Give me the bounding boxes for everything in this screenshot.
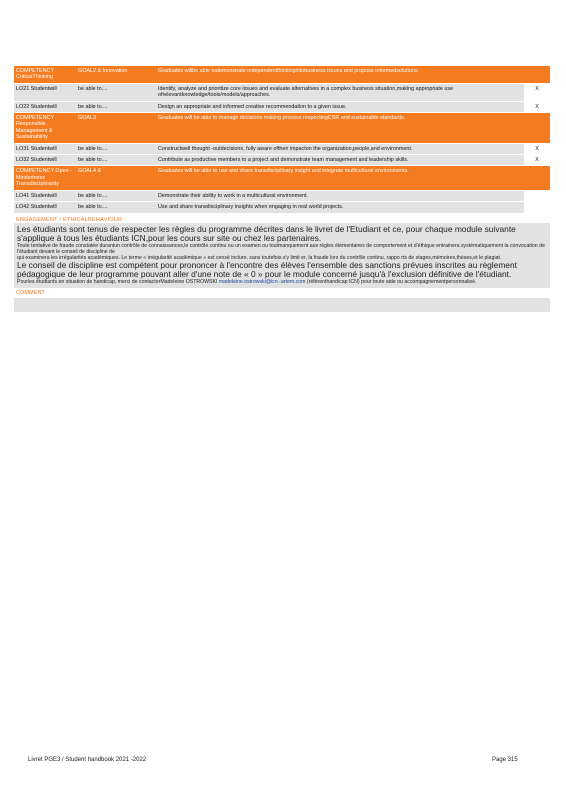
row-goal-cell: GOAL2 & Innovation [78,68,128,74]
row-goal-cell: be able to.... [78,204,108,211]
footer-page-number: Page 315 [492,757,518,763]
engagement-paragraph-1: Les étudiants sont tenus de respecter les règles du programme décrites dans le livret de l'Etudiant et ce, pour chaque module suivante s'applique à tous les étudiants ICN,pour les cours sur site ou chez les partenaires. [17,223,516,243]
handicap-text-end: (référenthandicap ICN) pour toute aide ou accompagnementpersonnalisé. [306,279,477,286]
learning-outcome-row [14,155,550,166]
engagement-body [14,223,550,289]
row-code-cell: LO22 Studentwill [16,103,57,110]
engagement-section [14,215,550,289]
row-description-cell: Contribute as productive members to a project and demonstrate team management and leadership skills. [158,157,409,164]
competency-goal-row [14,113,550,144]
row-code-cell: COMPETENCY Open -Mindedness Transdisciplinarity [16,168,72,188]
row-description-cell: Graduates will be able to use and share transdisciplinary insight and integrate multicultural environments. [158,168,409,175]
row-goal-cell: be able to.... [78,103,108,110]
row-mark-cell [524,202,550,212]
row-mark-cell [524,113,550,143]
row-goal-cell: be able to.... [78,192,108,199]
row-goal-cell: be able to.... [78,157,108,164]
learning-outcomes-table [14,66,550,312]
row-description-cell: Use and share transdisciplinary insights when engaging in real world projects. [158,204,344,211]
row-description-cell: Constructwell thought -outdecisions, fully aware oftheir impacton the organization,people,and environment. [158,145,413,152]
contact-email-link[interactable]: madeleine.ostrowski@icn -artem.com [218,279,306,286]
row-code-cell: LO32 Studentwill [16,157,57,164]
engagement-paragraph-4: Le conseil de discipline est compétent pour prononcer à l'encontre des élèves l'ensemble des sanctions prévues inscrites au règlement pédagogique de leur programme pouvant aller d'une note de « 0 » pour le module concerné jusqu'à l'exclusion définitive de l'étudiant. [17,260,517,280]
row-goal-cell: GOAL3 [78,115,96,122]
competency-goal-row [14,166,550,190]
row-description-cell: Design an appropriate and informed creative recommendation to a given issue. [158,103,347,110]
row-mark-cell [524,166,550,189]
row-description-cell: Identify, analyze and prioritize core issues and evaluate alternatives in a complex business situation,making appropriate use ofrelevantknowledge/tools/models/approaches. [158,85,454,99]
comment-section [14,288,550,312]
learning-outcome-row [14,102,550,113]
comment-title: COMMENT [14,288,550,298]
handicap-text: Pourles étudiants en situation de handicap, merci de contacterMadeleine OSTROWSKI [17,279,218,286]
row-code-cell: LO21 Studentwill [16,85,57,92]
row-mark-cell: X [524,144,550,154]
engagement-title: ENGAGEMENT / ETHICALBEHAVIOUR [16,216,123,223]
learning-outcome-row [14,84,550,102]
competency-goal-row [14,66,550,84]
row-code-cell: COMPETENCY Responsible Management & Sustainability [16,115,54,141]
row-goal-cell: GOAL4 & [78,168,102,175]
engagement-paragraph-2: Toute tentative de fraude constatée durantun contrôle de connaissances,le contrôle continu ou un examen ou toutmanquement aux règles élémentaires de comportement et d'éthique entrainera systématiquement la convocation de l'étudiant devant le conseil de discipline de [17,242,545,255]
row-description-cell: Demonstrate their ability to work in a multicultural environment. [158,192,309,199]
row-description-cell: Graduates willbe able todemonstrate independentthinkingintobusiness issues and propose informedsolutions. [158,68,420,74]
row-mark-cell [524,66,550,83]
learning-outcome-row [14,191,550,202]
row-mark-cell: X [524,84,550,101]
comment-box [14,298,550,312]
footer-left: Livret PGE3 / Student handbook 2021 -2022 [28,757,147,763]
table-rows [14,66,550,214]
engagement-paragraph-3: qui examinera les irrégularités académiques. Le terme « irrégularité académique » est censé inclure, sans toutefois s'y limit er, la fraude lors du contrôle continu, rappo rts de stages,mémoires,thèses,et le plagiat. [17,254,502,261]
learning-outcome-row [14,202,550,213]
row-goal-cell: be able to.... [78,145,108,152]
row-code-cell: LO31 Studentwill [16,145,57,152]
row-description-cell: Graduates will be able to manage decisions making process respectingCSR and sustainable standards. [158,115,406,122]
row-code-cell: COMPETENCY CriticalThinking [16,68,54,81]
row-code-cell: LO42 Studentwill [16,204,57,211]
engagement-paragraph-5 [17,279,547,285]
row-mark-cell [524,191,550,201]
row-mark-cell: X [524,155,550,165]
learning-outcome-row [14,144,550,155]
row-goal-cell: be able to.... [78,85,108,92]
row-mark-cell: X [524,102,550,112]
row-code-cell: LO41 Studentwill [16,192,57,199]
